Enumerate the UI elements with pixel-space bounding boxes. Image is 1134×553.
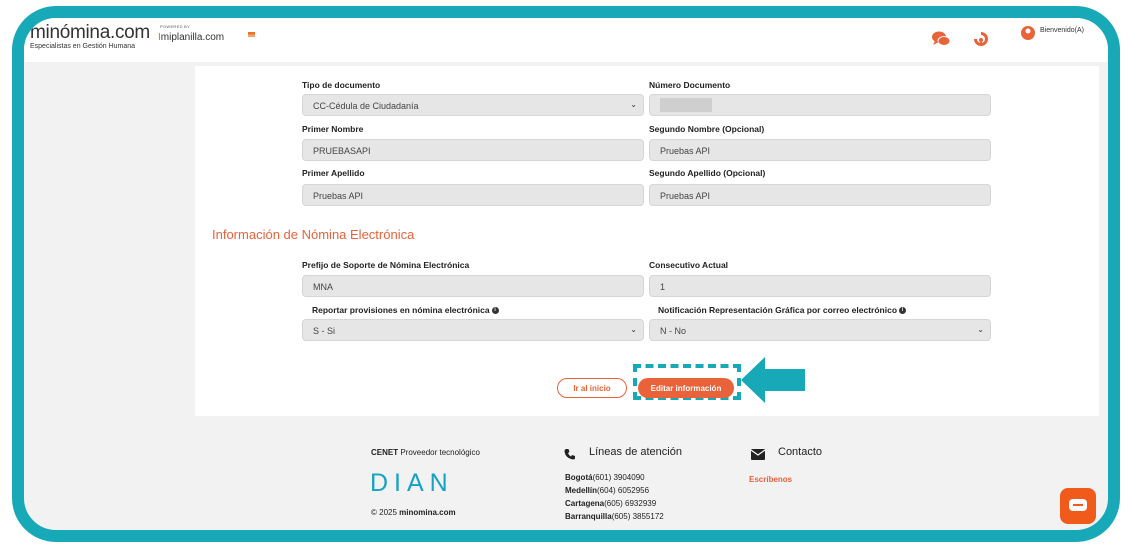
notificacion-label xyxy=(658,305,906,315)
svg-text:DIAN: DIAN xyxy=(370,469,454,495)
line-cartagena xyxy=(565,499,656,508)
numero-documento-label: Número Documento xyxy=(649,80,731,90)
support-icon[interactable] xyxy=(970,28,992,50)
notificacion-select[interactable] xyxy=(649,319,991,341)
dian-logo xyxy=(370,469,482,505)
line-city: Barranquilla xyxy=(565,512,612,521)
line-medellin xyxy=(565,486,649,495)
notificacion-label-text: Notificación Representación Gráfica por correo electrónico xyxy=(658,305,898,315)
logo-tagline: Especialistas en Gestión Humana xyxy=(30,43,136,50)
numero-documento-field[interactable] xyxy=(649,94,991,116)
tipo-documento-label: Tipo de documento xyxy=(302,80,381,90)
line-phone: (605) 3855172 xyxy=(611,512,664,521)
segundo-apellido-value: Pruebas API xyxy=(660,191,711,201)
redacted-block xyxy=(660,98,712,112)
provisiones-select[interactable] xyxy=(302,319,644,341)
chat-widget-button[interactable] xyxy=(1060,488,1096,524)
provisiones-value: S - Si xyxy=(313,326,336,336)
arrow-left-icon xyxy=(741,357,807,403)
chevron-down-icon: ⌄ xyxy=(630,325,637,334)
welcome-text: Bienvenido(A) xyxy=(1040,27,1084,34)
top-bar xyxy=(24,18,1108,62)
line-phone: (601) 3904090 xyxy=(592,473,645,482)
segundo-apellido-field[interactable] xyxy=(649,184,991,206)
powered-by-label: POWERED BY xyxy=(160,24,191,29)
prefijo-value: MNA xyxy=(313,282,333,292)
line-phone: (605) 6932939 xyxy=(604,499,657,508)
provisiones-label-text: Reportar provisiones en nómina electrónica xyxy=(312,305,490,315)
chevron-down-icon: ⌄ xyxy=(977,325,984,334)
flag-icon xyxy=(248,32,255,37)
line-bogota xyxy=(565,473,645,482)
go-home-button[interactable]: Ir al inicio xyxy=(557,378,627,398)
line-city: Medellín xyxy=(565,486,598,495)
partner-name: miplanilla.com xyxy=(160,32,225,43)
section-title: Información de Nómina Electrónica xyxy=(212,227,415,242)
segundo-nombre-value: Pruebas API xyxy=(660,146,711,156)
chat-icon[interactable] xyxy=(930,28,952,50)
contacto-title: Contacto xyxy=(778,446,823,458)
mail-icon xyxy=(751,449,765,460)
info-icon[interactable]: i xyxy=(899,307,906,314)
consecutivo-value: 1 xyxy=(660,282,666,292)
logo[interactable]: minómina.com xyxy=(30,22,150,43)
line-city: Bogotá xyxy=(565,473,593,482)
prefijo-field[interactable] xyxy=(302,275,644,297)
primer-apellido-field[interactable] xyxy=(302,184,644,206)
partner-logo[interactable]: Imiplanilla.com xyxy=(158,32,225,43)
cenet-bold: CENET xyxy=(371,448,399,457)
notificacion-value: N - No xyxy=(660,326,687,336)
primer-nombre-field[interactable] xyxy=(302,139,644,161)
dian-wordmark-icon xyxy=(370,469,482,495)
segundo-apellido-label: Segundo Apellido (Opcional) xyxy=(649,168,766,178)
chevron-down-icon: ⌄ xyxy=(630,100,637,109)
segundo-nombre-field[interactable] xyxy=(649,139,991,161)
line-city: Cartagena xyxy=(565,499,605,508)
line-barranquilla xyxy=(565,512,664,521)
phone-icon xyxy=(564,448,576,460)
copyright-brand: minomina.com xyxy=(399,508,456,517)
user-avatar-icon[interactable] xyxy=(1020,26,1036,40)
app-frame xyxy=(12,6,1120,542)
form-card xyxy=(195,66,1099,416)
provisiones-label xyxy=(312,305,499,315)
cenet-provider: Proveedor tecnológico xyxy=(398,448,480,457)
primer-apellido-label: Primer Apellido xyxy=(302,168,365,178)
segundo-nombre-label: Segundo Nombre (Opcional) xyxy=(649,124,765,134)
line-phone: (604) 6052956 xyxy=(597,486,650,495)
escribenos-link[interactable]: Escríbenos xyxy=(749,475,793,484)
consecutivo-label: Consecutivo Actual xyxy=(649,260,729,270)
consecutivo-field[interactable] xyxy=(649,275,991,297)
edit-info-button[interactable]: Editar información xyxy=(638,378,734,398)
copyright xyxy=(371,508,456,517)
chat-bubble-icon xyxy=(1068,498,1088,514)
primer-nombre-value: PRUEBASAPI xyxy=(313,146,371,156)
lineas-title: Líneas de atención xyxy=(589,446,682,458)
tipo-documento-value: CC-Cédula de Ciudadanía xyxy=(313,101,419,111)
cenet-text xyxy=(371,448,480,457)
primer-nombre-label: Primer Nombre xyxy=(302,124,364,134)
primer-apellido-value: Pruebas API xyxy=(313,191,364,201)
prefijo-label: Prefijo de Soporte de Nómina Electrónica xyxy=(302,260,470,270)
copyright-prefix: © 2025 xyxy=(371,508,400,517)
info-icon[interactable]: i xyxy=(492,307,499,314)
tipo-documento-select[interactable] xyxy=(302,94,644,116)
